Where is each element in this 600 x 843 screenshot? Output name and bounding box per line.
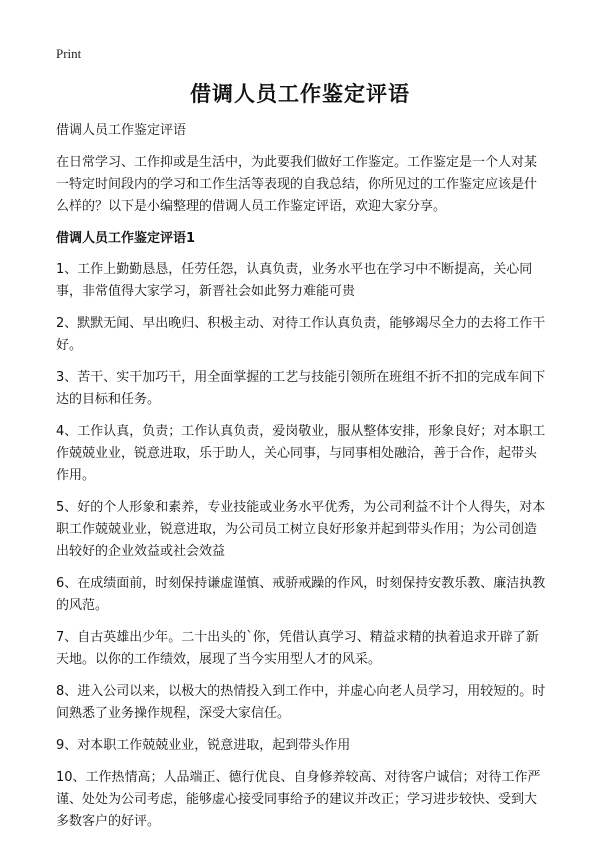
list-item: 6、在成绩面前，时刻保持谦虚谨慎、戒骄戒躁的作风，时刻保持安教乐教、廉洁执教的风范。 — [56, 576, 546, 613]
list-item: 10、工作热情高；人品端正、德行优良、自身修养较高、对待客户诚信；对待工作严谨、处处为公司考虑，能够虚心接受同事给予的建议并改正；学习进步较快、受到大多数客户的好评。 — [56, 770, 541, 829]
document-body — [56, 120, 548, 843]
list-item: 4、工作认真，负责；工作认真负责，爱岗敬业，服从整体安排，形象良好；对本职工作兢兢业业，锐意进取，乐于助人，关心同事，与同事相处融洽，善于合作，起带头作用。 — [56, 424, 546, 483]
document-title: 借调人员工作鉴定评语 — [190, 82, 410, 106]
list-item: 5、好的个人形象和素养，专业技能或业务水平优秀，为公司利益不计个人得失，对本职工作兢兢业业，锐意进取，为公司员工树立良好形象并起到带头作用；为公司创造出较好的企业效益或社会效益 — [56, 500, 546, 559]
list-item: 3、苦干、实干加巧干，用全面掌握的工艺与技能引领所在班组不折不扣的完成车间下达的目标和任务。 — [56, 370, 546, 407]
section-heading: 借调人员工作鉴定评语1 — [56, 231, 196, 246]
list-item: 1、工作上勤勤恳恳，任劳任怨，认真负责，业务水平也在学习中不断提高，关心同事，非常值得大家学习，新晋社会如此努力难能可贵 — [56, 262, 533, 299]
list-item: 9、对本职工作兢兢业业，锐意进取，起到带头作用 — [56, 738, 351, 753]
document-subtitle: 借调人员工作鉴定评语 — [56, 123, 187, 138]
print-label: Print — [56, 46, 82, 61]
intro-paragraph: 在日常学习、工作抑或是生活中，为此要我们做好工作鉴定。工作鉴定是一个人对某一特定时间段内的学习和工作生活等表现的自我总结，你所见过的工作鉴定应该是什么样的？以下是小编整理的借调人员工作鉴定评语，欢迎大家分享。 — [56, 155, 538, 214]
list-item: 8、进入公司以来，以极大的热情投入到工作中，并虚心向老人员学习，用较短的。时间熟悉了业务操作规程，深受大家信任。 — [56, 684, 546, 721]
list-item: 7、自古英雄出少年。二十出头的`你，凭借认真学习、精益求精的执着追求开辟了新天地。以你的工作绩效，展现了当今实用型人才的风采。 — [56, 630, 539, 667]
list-item: 2、默默无闻、早出晚归、积极主动、对待工作认真负责，能够竭尽全力的去将工作干好。 — [56, 316, 546, 353]
